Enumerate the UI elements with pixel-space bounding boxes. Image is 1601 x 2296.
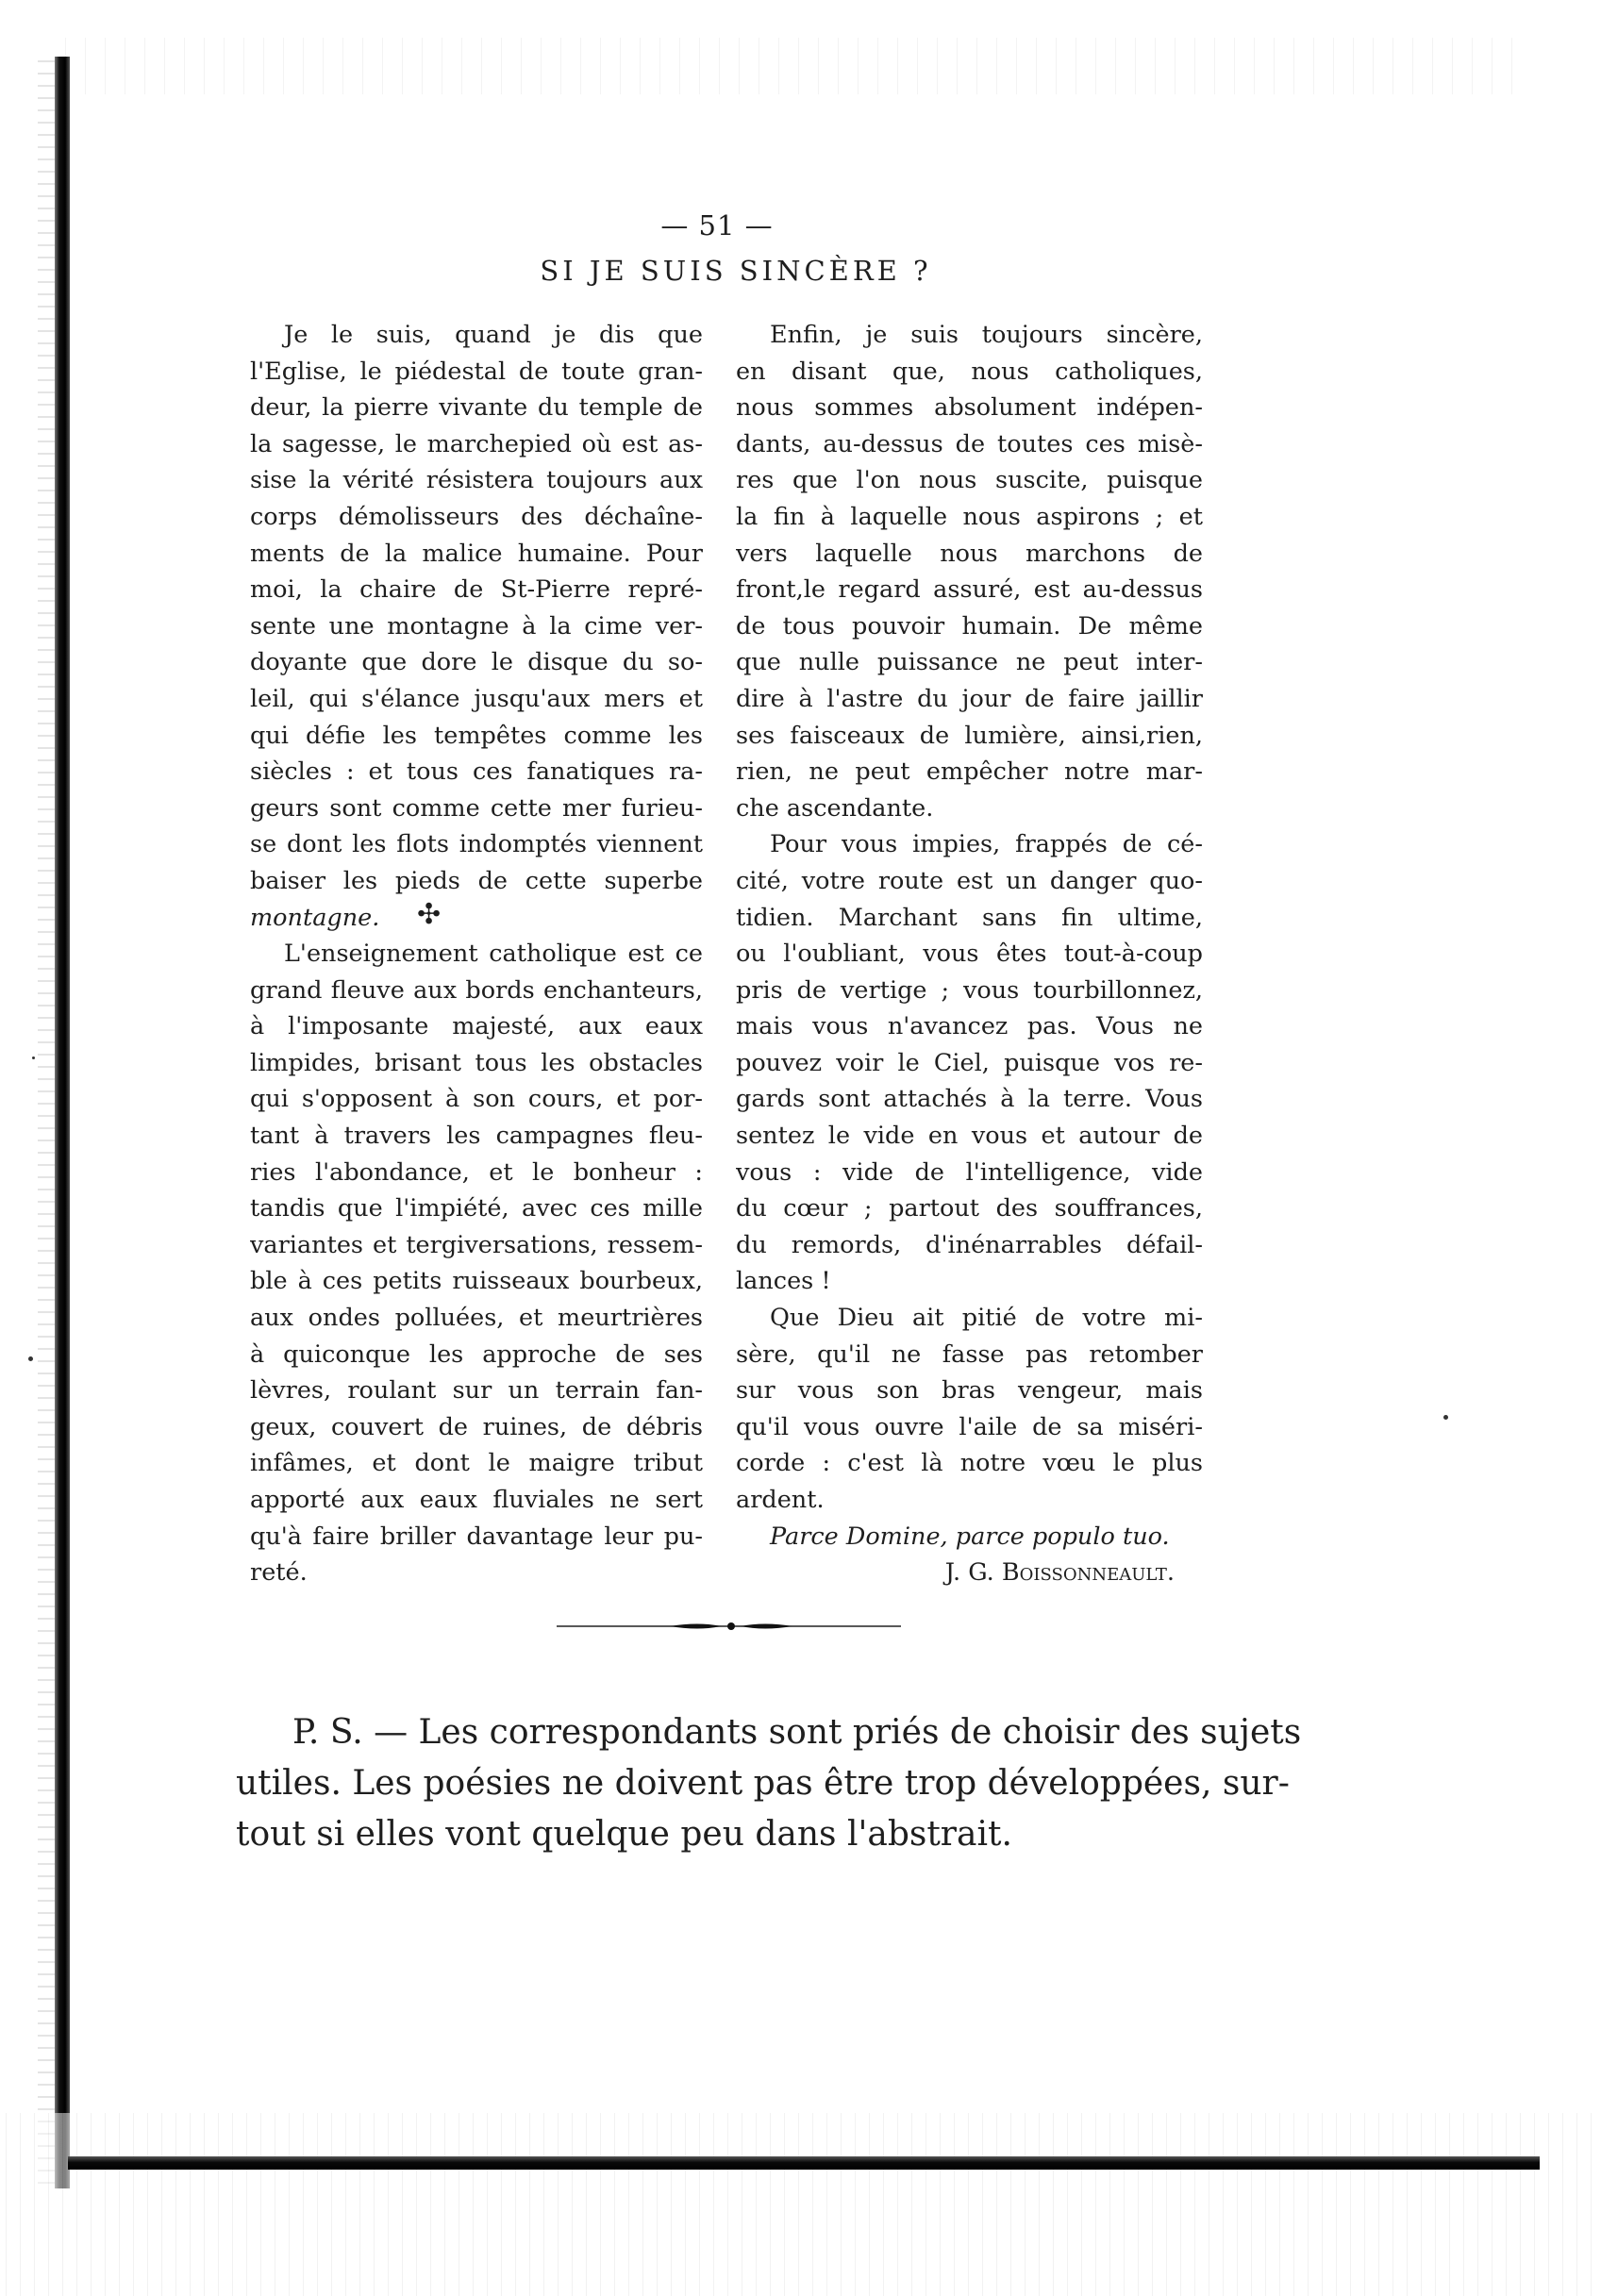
text-line: qu'à faire briller davantage leur pu- — [250, 1522, 703, 1551]
text-line: doyante que dore le disque du so- — [250, 648, 703, 677]
latin-closing: Parce Domine, parce populo tuo. — [770, 1522, 1170, 1551]
postscript-line: P. S. — Les correspondants sont priés de choisir des sujets — [292, 1713, 1302, 1752]
text-line: Que Dieu ait pitié de votre mi- — [770, 1304, 1203, 1333]
text-line: qui s'opposent à son cours, et por- — [250, 1085, 703, 1114]
text-line: la sagesse, le marchepied où est as- — [250, 429, 703, 458]
text-line: sentez le vide en vous et autour de — [736, 1122, 1203, 1151]
text-line: ble à ces petits ruisseaux bourbeux, — [250, 1267, 703, 1296]
scan-speck — [1443, 1415, 1448, 1420]
text-line: dire à l'astre du jour de faire jaillir — [736, 684, 1203, 713]
text-line: sente une montagne à la cime ver- — [250, 611, 703, 641]
page-number: — 51 — — [660, 209, 774, 241]
latin-closing-line — [736, 1519, 1203, 1556]
text-line: pouvez voir le Ciel, puisque vos re- — [736, 1048, 1203, 1077]
text-line: rien, ne peut empêcher notre mar- — [736, 757, 1203, 787]
text-line: grand fleuve aux bords enchanteurs, — [250, 975, 703, 1005]
text-line: de tous pouvoir humain. De même — [736, 611, 1203, 641]
page-bottom-edge — [68, 2156, 1540, 2170]
text-line: geurs sont comme cette mer furieu- — [250, 793, 703, 823]
section-divider — [557, 1621, 901, 1632]
scan-bottom-noise — [0, 2113, 1601, 2296]
text-line: lèvres, roulant sur un terrain fan- — [250, 1376, 703, 1406]
text-line: tandis que l'impiété, avec ces mille — [250, 1194, 703, 1223]
postscript-line: tout si elles vont quelque peu dans l'abstrait. — [236, 1815, 1012, 1854]
text-line: res que l'on nous suscite, puisque — [736, 466, 1203, 495]
text-line: moi, la chaire de St-Pierre repré- — [250, 575, 703, 605]
text-line: corde : c'est là notre vœu le plus — [736, 1449, 1203, 1478]
text-line: variantes et tergiversations, ressem- — [250, 1230, 703, 1259]
text-line: ments de la malice humaine. Pour — [250, 539, 703, 568]
text-line: Pour vous impies, frappés de cé- — [770, 830, 1203, 859]
text-line: tidien. Marchant sans fin ultime, — [736, 903, 1203, 932]
text-line: du cœur ; partout des souffrances, — [736, 1194, 1203, 1223]
text-line: cité, votre route est un danger quo- — [736, 866, 1203, 895]
text-line: lances ! — [736, 1267, 831, 1296]
text-line: à l'imposante majesté, aux eaux — [250, 1012, 703, 1041]
text-line: sise la vérité résistera toujours aux — [250, 466, 703, 495]
divider-flourish — [741, 1624, 792, 1629]
italic-word: montagne. — [250, 903, 380, 932]
text-line: deur, la pierre vivante du temple de — [250, 393, 703, 423]
text-line: L'enseignement catholique est ce — [284, 940, 703, 969]
scan-speck — [28, 1356, 33, 1361]
divider-flourish — [670, 1624, 722, 1629]
text-line: mais vous n'avancez pas. Vous ne — [736, 1012, 1203, 1041]
text-line: limpides, brisant tous les obstacles — [250, 1048, 703, 1077]
text-line: pris de vertige ; vous tourbillonnez, — [736, 975, 1203, 1005]
text-line: Je le suis, quand je dis que — [284, 321, 703, 349]
text-line: nous sommes absolument indépen- — [736, 393, 1203, 423]
divider-dot — [727, 1622, 735, 1630]
text-line: gards sont attachés à la terre. Vous — [736, 1085, 1203, 1114]
text-line: qu'il vous ouvre l'aile de sa miséri- — [736, 1412, 1203, 1441]
text-line: ses faisceaux de lumière, ainsi,rien, — [736, 721, 1203, 750]
text-line: la fin à laquelle nous aspirons ; et — [736, 502, 1203, 531]
text-line: sur vous son bras vengeur, mais — [736, 1376, 1203, 1406]
text-line: aux ondes polluées, et meurtrières — [250, 1304, 703, 1333]
postscript-line: utiles. Les poésies ne doivent pas être trop développées, sur- — [236, 1764, 1290, 1803]
text-line: vers laquelle nous marchons de — [736, 539, 1203, 568]
text-line: que nulle puissance ne peut inter- — [736, 648, 1203, 677]
text-line: ries l'abondance, et le bonheur : — [250, 1157, 703, 1187]
postscript — [236, 1707, 1302, 1860]
text-line: dants, au-dessus de toutes ces misè- — [736, 429, 1203, 458]
text-line: à quiconque les approche de ses — [250, 1339, 703, 1369]
text-line: vous : vide de l'intelligence, vide — [736, 1157, 1203, 1187]
article-title: SI JE SUIS SINCÈRE ? — [540, 255, 932, 287]
text-line: Enfin, je suis toujours sincère, — [770, 321, 1203, 349]
fleuron-ornament-icon: ✣ — [417, 898, 442, 931]
page-binding-edge — [55, 57, 70, 2188]
text-line: corps démolisseurs des déchaîne- — [250, 502, 703, 531]
text-line: l'Eglise, le piédestal de toute gran- — [250, 357, 703, 386]
left-column — [250, 317, 703, 1591]
text-line: tant à travers les campagnes fleu- — [250, 1122, 703, 1151]
text-line: che ascendante. — [736, 793, 934, 823]
text-line: se dont les flots indomptés viennent — [250, 830, 703, 859]
text-line: leil, qui s'élance jusqu'aux mers et — [250, 684, 703, 713]
text-line: en disant que, nous catholiques, — [736, 357, 1203, 386]
text-line: reté. — [250, 1558, 308, 1588]
text-line: sère, qu'il ne fasse pas retomber — [736, 1339, 1203, 1369]
text-line: apporté aux eaux fluviales ne sert — [250, 1486, 703, 1514]
right-column — [736, 317, 1203, 1591]
text-line — [250, 900, 703, 937]
text-line: geux, couvert de ruines, de débris — [250, 1412, 703, 1441]
text-line: siècles : et tous ces fanatiques ra- — [250, 757, 703, 787]
text-line: baiser les pieds de cette superbe — [250, 866, 703, 895]
author-signature: J. G. Boissonneault. — [944, 1558, 1175, 1588]
text-line: ou l'oubliant, vous êtes tout-à-coup — [736, 940, 1203, 969]
text-line: infâmes, et dont le maigre tribut — [250, 1449, 703, 1478]
text-line: ardent. — [736, 1486, 825, 1514]
text-line: du remords, d'inénarrables défail- — [736, 1230, 1203, 1259]
text-line: qui défie les tempêtes comme les — [250, 721, 703, 750]
text-line: front,le regard assuré, est au-dessus — [736, 575, 1203, 605]
scan-top-noise — [57, 38, 1528, 94]
scan-speck — [32, 1056, 35, 1059]
scan-left-noise — [38, 57, 57, 2188]
